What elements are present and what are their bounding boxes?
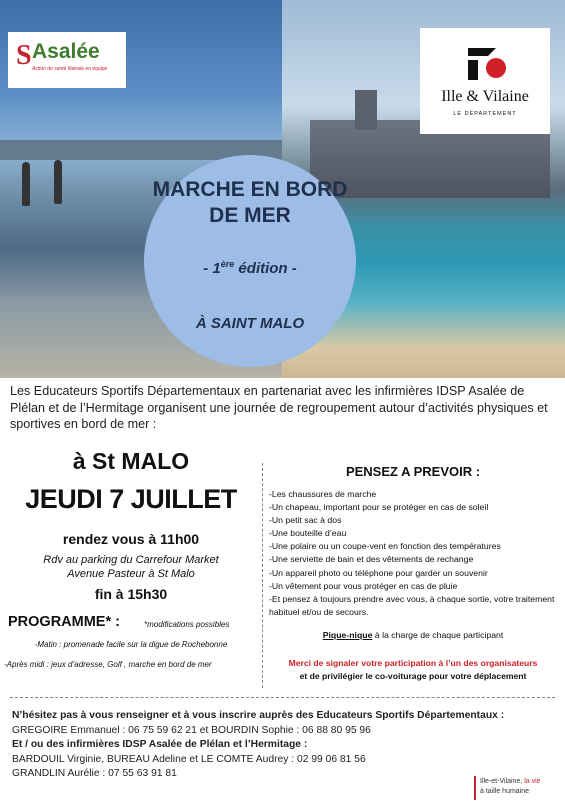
asalee-mark: S: [16, 40, 32, 71]
meeting-address: Avenue Pasteur à St Malo: [67, 568, 195, 580]
registration-notice: Merci de signaler votre participation à l’un des organisateurs: [288, 658, 538, 668]
event-details: [0, 442, 262, 690]
ille-vilaine-subtitle: LE DÉPARTEMENT: [453, 111, 517, 117]
programme-afternoon: -Après midi : jeux d’adresse, Golf , marche en bord de mer: [4, 660, 212, 669]
event-location: À SAINT MALO: [195, 315, 305, 332]
contact-educators: GREGOIRE Emmanuel : 06 75 59 62 21 et BOURDIN Sophie : 06 88 80 95 96: [12, 724, 371, 736]
contact-nurses: BARDOUIL Virginie, BUREAU Adeline et LE COMTE Audrey : 02 99 06 81 56: [12, 753, 366, 765]
walker-figure: [22, 162, 30, 206]
ille-vilaine-logo: [420, 28, 550, 134]
asalee-name: Asalée: [32, 40, 100, 63]
contact-nurses-intro: Et / ou des infirmières IDSP Asalée de Plélan et l’Hermitage :: [12, 739, 308, 751]
end-time: fin à 15h30: [94, 586, 168, 602]
checklist-title: PENSEZ A PREVOIR :: [345, 464, 481, 479]
contact-grandlin: GRANDLIN Aurélie : 07 55 63 91 81: [12, 768, 177, 780]
programme-heading: PROGRAMME* :: [8, 614, 120, 630]
footer-logo-line1: Ille-et-Vilaine, la vie: [480, 778, 541, 785]
column-divider: [262, 463, 263, 688]
programme-morning: -Matin : promenade facile sur la digue de Rochebonne: [34, 640, 228, 649]
footer-logo-line2: à taille humaine: [480, 788, 530, 795]
footer-logo: [474, 776, 554, 800]
checklist-item: -Et pensez à toujours prendre avec vous, à chaque sortie, votre traitement habituel et/ou de secours.: [269, 593, 555, 617]
checklist-item: -Une serviette de bain et des vêtements de rechange: [269, 554, 474, 565]
title-circle: [144, 155, 356, 367]
checklist-item: -Une bouteille d’eau: [269, 528, 347, 539]
contact-section: [12, 709, 560, 782]
checklist-item: -Un petit sac à dos: [269, 515, 342, 526]
checklist-item: -Un chapeau, important pour se protéger en cas de soleil: [269, 502, 489, 513]
checklist: [269, 488, 559, 619]
ille-vilaine-emblem-icon: [466, 44, 510, 84]
event-date: JEUDI 7 JUILLET: [25, 484, 237, 514]
picnic-note: Pique-nique à la charge de chaque participant: [322, 630, 504, 640]
asalee-tagline: Action de santé libérale en équipe: [32, 66, 108, 72]
contact-intro: N’hésitez pas à vous renseigner et à vous inscrire auprès des Educateurs Sportifs Départementaux :: [12, 710, 505, 721]
event-title: MARCHE EN BORD DE MER: [152, 178, 348, 227]
programme-note: *modifications possibles: [144, 620, 230, 629]
checklist-item: -Les chaussures de marche: [269, 489, 377, 499]
asalee-logo: [8, 32, 126, 88]
checklist-item: -Un vêtement pour vous protéger en cas de pluie: [269, 580, 458, 591]
walker-figure: [54, 160, 62, 204]
meeting-time: rendez vous à 11h00: [62, 531, 200, 547]
section-divider: [10, 697, 555, 698]
carpool-notice: et de privilégier le co-voiturage pour votre déplacement: [299, 671, 527, 681]
checklist-item: -Une polaire ou un coupe-vent en fonction des températures: [269, 541, 501, 552]
ille-vilaine-name: Ille & Vilaine: [441, 88, 529, 105]
fortress-tower: [355, 90, 377, 130]
edition-label: - 1ère édition -: [203, 259, 297, 277]
checklist-item: -Un appareil photo ou téléphone pour garder un souvenir: [269, 567, 488, 578]
meeting-place: Rdv au parking du Carrefour Market: [43, 554, 219, 566]
intro-paragraph: Les Educateurs Sportifs Départementaux en partenariat avec les infirmières IDSP Asalée de Plélan et de l’Hermitage organisent une journée de regroupement autour d’activités physiques et sportives en bord de mer :: [10, 384, 548, 431]
event-city: à St MALO: [72, 448, 190, 474]
